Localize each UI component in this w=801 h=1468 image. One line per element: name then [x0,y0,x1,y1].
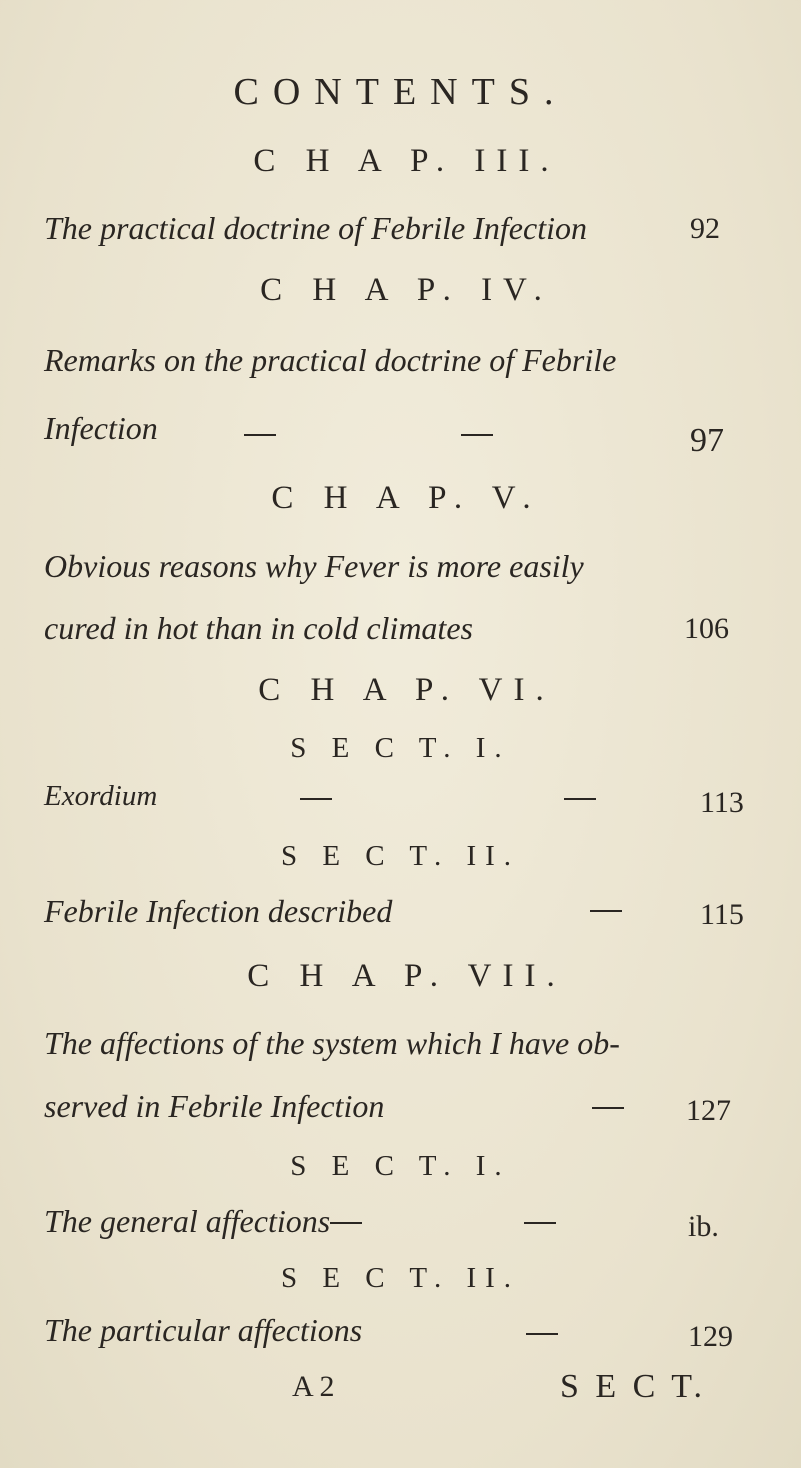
leader-dash [461,434,493,436]
entry-page-127: 127 [686,1094,731,1127]
entry-title-affections-line1: The affections of the system which I have ob- [44,1025,620,1061]
entry-title-exordium: Exordium [44,780,158,812]
entry-page-92: 92 [690,212,720,245]
leader-dash [524,1222,556,1224]
catchword: S E C T. [560,1368,706,1405]
section-heading-1: S E C T. I. [290,1150,511,1182]
entry-title-remarks-line2: Infection [44,410,158,446]
section-heading-2: S E C T. II. [280,1262,521,1294]
leader-dash [590,910,622,912]
chapter-heading-4: C H A P. IV. [260,272,553,308]
entry-title-obvious-line1: Obvious reasons why Fever is more easily [44,548,584,584]
chapter-heading-5: C H A P. V. [271,480,542,516]
entry-title-obvious-line2: cured in hot than in cold climates [44,610,473,646]
signature-mark: A 2 [292,1370,335,1403]
leader-dash [592,1107,624,1109]
leader-dash [300,798,332,800]
entry-page-106: 106 [684,612,729,645]
entry-title-practical-doctrine: The practical doctrine of Febrile Infection [44,210,587,246]
leader-dash [244,434,276,436]
entry-title-febrile-infection-described: Febrile Infection described [44,893,393,929]
entry-page-115: 115 [700,898,744,931]
leader-dash [526,1333,558,1335]
entry-page-97: 97 [690,422,724,459]
section-heading-2: S E C T. II. [280,840,521,872]
entry-title-particular-affections: The particular affections [44,1312,363,1348]
chapter-heading-6: C H A P. VI. [258,672,555,708]
entry-title-affections-line2: served in Febrile Infection [44,1088,385,1124]
page-heading: CONTENTS. [233,71,568,113]
leader-dash [330,1222,362,1224]
entry-page-ib: ib. [688,1210,719,1243]
entry-page-129: 129 [688,1320,733,1353]
section-heading-1: S E C T. I. [290,732,511,764]
chapter-heading-3: C H A P. III. [253,143,560,179]
entry-page-113: 113 [700,786,744,819]
entry-title-general-affections: The general affections [44,1203,331,1239]
chapter-heading-7: C H A P. VII. [247,958,566,994]
entry-title-remarks-line1: Remarks on the practical doctrine of Febrile [44,342,617,378]
leader-dash [564,798,596,800]
